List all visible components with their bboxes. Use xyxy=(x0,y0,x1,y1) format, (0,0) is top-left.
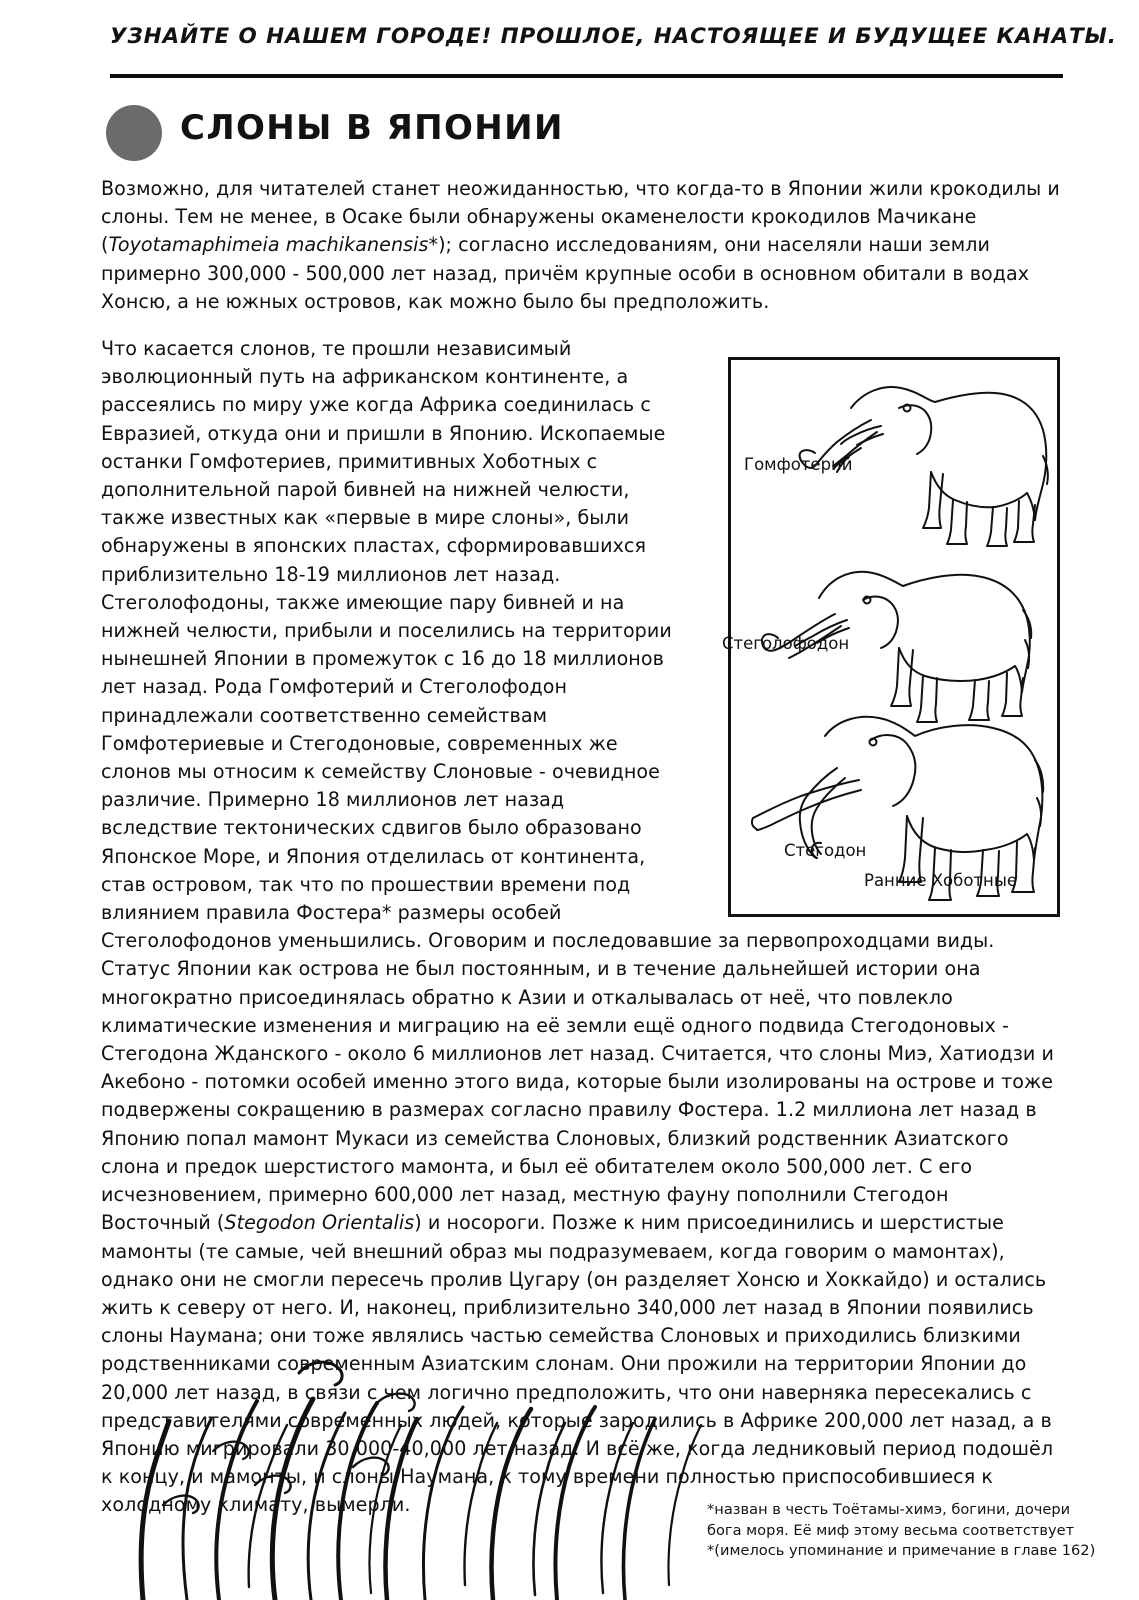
paragraph-main-text-2: ) и носороги. Позже к ним присоединились и шерстистые мамонты (те самые, чей внешний образ мы подразумеваем, когда говорим о мамонтах), однако они не смогли пересечь пролив Цугару (он разделяет Хонсю и Хоккайдо) и остались жить к северу от него. И, наконец, приблизительно 340,000 лет назад в Японии появились слоны Наумана; они тоже являлись частью семейства Слоновых и приходились близкими родственниками современным Азиатским слонам. Они прожили на территории Японии до 20,000 лет назад, в связи с чем логично предположить, что они наверняка пересекались с представителями современных людей, которые зародились в Африке 200,000 лет назад, а в Японию мигрировали 30,000-40,000 лет назад. И всё же, когда ледниковый период подошёл к концу, и мамонты, и слоны Наумана, к тому времени полностью приспособившиеся к холодному климату, вымерли. xyxy=(101,1211,1054,1517)
header-divider-rule xyxy=(110,74,1063,78)
figure-label-stegolophodon: Стеголофодон xyxy=(722,634,850,653)
paragraph-intro xyxy=(101,175,1063,316)
footnote-line-2: бога моря. Её миф этому весьма соответствует xyxy=(707,1521,1075,1539)
page-title: СЛОНЫ В ЯПОНИИ xyxy=(180,108,564,148)
footnote-line-1: *назван в честь Тоётамы-химэ, богини, дочери xyxy=(707,1501,1071,1518)
figure-label-group-caption: Ранние Хоботные xyxy=(864,871,1018,890)
footnote-line-3: *(имелось упоминание и примечание в главе 162) xyxy=(707,1542,1096,1559)
paragraph-intro-text-2: ); согласно исследованиям, они населяли наши земли примерно 300,000 - 500,000 лет назад, причём крупные особи в основном обитали в водах Хонсю, а не южных островов, как можно было бы предположить. xyxy=(101,233,1030,313)
paragraph-intro-text-1: Возможно, для читателей станет неожиданностью, что когда-то в Японии жили крокодилы и слоны. Тем не менее, в Осаке были обнаружены окаменелости крокодилов Мачикане ( xyxy=(101,177,1060,257)
paragraph-main-text-1: Что касается слонов, те прошли независимый эволюционный путь на африканском континенте, а рассеялись по миру уже когда Африка соединилась с Евразией, откуда они и пришли в Японию. Ископаемые останки Гомфотериев, примитивных Хоботных с дополнительной парой бивней на нижней челюсти, также известных как «первые в мире слоны», были обнаружены в японских пластах, сформировавшихся приблизительно 18-19 миллионов лет назад. Стеголофодоны, также имеющие пару бивней и на нижней челюсти, прибыли и поселились на территории нынешней Японии в промежуток с 16 до 18 миллионов лет назад. Рода Гомфотерий и Стеголофодон принадлежали соответственно семействам Гомфотериевые и Стегодоновые, современных же слонов мы относим к семейству Слоновые - очевидное различие. Примерно 18 миллионов лет назад вследствие тектонических сдвигов было образовано Японское Море, и Япония отделилась от континента, став островом, так что по прошествии времени под влиянием правила Фостера* размеры особей Стеголофодонов уменьшились. Оговорим и последовавшие за первопроходцами виды. Статус Японии как острова не был постоянным, и в течение дальнейшей истории она многократно присоединялась обратно к Азии и откалывалась от неё, что повлекло климатические изменения и миграцию на её земли ещё одного подвида Стегодоновых - Стегодона Жданского - около 6 миллионов лет назад. Считается, что слоны Миэ, Хатиодзи и Акебоно - потомки особей именно этого вида, которые были изолированы на острове и тоже подвержены сокращению в размерах согласно правилу Фостера. 1.2 миллиона лет назад в Японию попал мамонт Мукаси из семейства Слоновых, близкий родственник Азиатского слона и предок шерстистого мамонта, и был её обитателем около 500,000 лет. С его исчезновением, примерно 600,000 лет назад, местную фауну пополнили Стегодон Восточный ( xyxy=(101,337,1054,1235)
paragraph-intro-species-italic: Toyotamaphimeia machikanensis* xyxy=(108,233,439,257)
figure-label-gomphotherium: Гомфотерий xyxy=(744,455,853,474)
running-header: УЗНАЙТЕ О НАШЕМ ГОРОДЕ! ПРОШЛОЕ, НАСТОЯЩЕЕ И БУДУЩЕЕ КАНАТЫ. xyxy=(110,24,1117,49)
paragraph-main-species-italic: Stegodon Orientalis xyxy=(224,1211,415,1235)
figure-label-stegodon: Стегодон xyxy=(784,841,867,860)
section-bullet-circle-icon xyxy=(106,105,162,161)
footnotes-block xyxy=(707,1500,1137,1562)
